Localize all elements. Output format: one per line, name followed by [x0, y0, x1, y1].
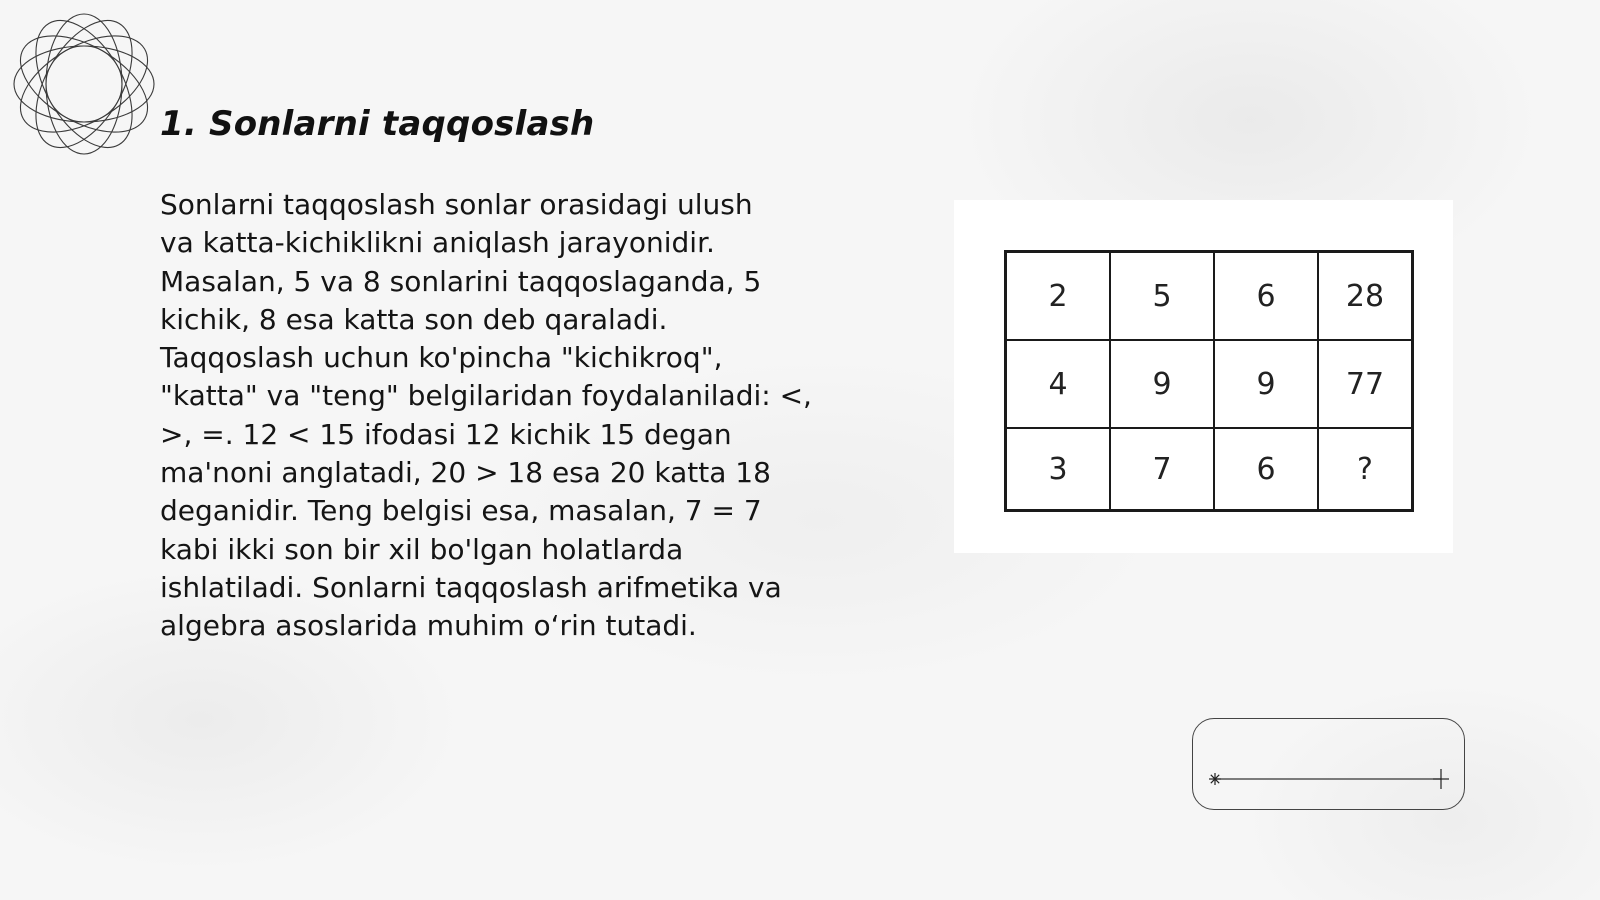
body-line: Sonlarni taqqoslash sonlar orasidagi ulush — [160, 188, 753, 221]
body-line: kichik, 8 esa katta son deb qaraladi. — [160, 302, 668, 336]
puzzle-cell: 3 — [1006, 428, 1111, 511]
puzzle-cell: 28 — [1318, 252, 1413, 341]
puzzle-row — [1006, 428, 1413, 511]
body-line: ishlatiladi. Sonlarni taqqoslash arifmetika va — [160, 570, 782, 604]
body-line: va katta-kichiklikni aniqlash jarayonidir. — [160, 226, 715, 260]
puzzle-cell: 9 — [1110, 340, 1214, 428]
puzzle-cell: ? — [1318, 428, 1413, 511]
puzzle-row — [1006, 252, 1413, 341]
slide-body-text — [160, 186, 840, 646]
body-line: Masalan, 5 va 8 sonlarini taqqoslaganda, 5 — [160, 264, 762, 298]
puzzle-cell: 5 — [1110, 252, 1214, 341]
puzzle-row — [1006, 340, 1413, 428]
puzzle-cell: 9 — [1214, 340, 1318, 428]
slide-title: 1. Sonlarni taqqoslash — [160, 104, 595, 144]
puzzle-cell: 77 — [1318, 340, 1413, 428]
decorative-line — [1207, 767, 1453, 791]
cross-icon — [1433, 769, 1449, 789]
number-puzzle-image — [954, 200, 1453, 553]
puzzle-cell: 4 — [1006, 340, 1111, 428]
spirograph-ornament-icon — [10, 10, 158, 158]
puzzle-cell: 2 — [1006, 252, 1111, 341]
body-line: ma'noni anglatadi, 20 > 18 esa 20 katta 18 — [160, 456, 771, 490]
puzzle-cell: 7 — [1110, 428, 1214, 511]
body-line: >, =. 12 < 15 ifodasi 12 kichik 15 degan — [160, 417, 732, 451]
starburst-icon — [1209, 773, 1221, 785]
body-line: deganidir. Teng belgisi esa, masalan, 7 = 7 — [160, 494, 762, 528]
puzzle-cell: 6 — [1214, 428, 1318, 511]
decorative-rounded-box — [1192, 718, 1465, 810]
body-line: "katta" va "teng" belgilaridan foydalaniladi: <, — [160, 379, 812, 413]
number-puzzle-grid — [1004, 250, 1414, 512]
body-line: algebra asoslarida muhim o‘rin tutadi. — [160, 609, 697, 643]
puzzle-cell: 6 — [1214, 252, 1318, 341]
body-line: Taqqoslash uchun ko'pincha "kichikroq", — [160, 341, 723, 375]
body-line: kabi ikki son bir xil bo'lgan holatlarda — [160, 532, 684, 566]
